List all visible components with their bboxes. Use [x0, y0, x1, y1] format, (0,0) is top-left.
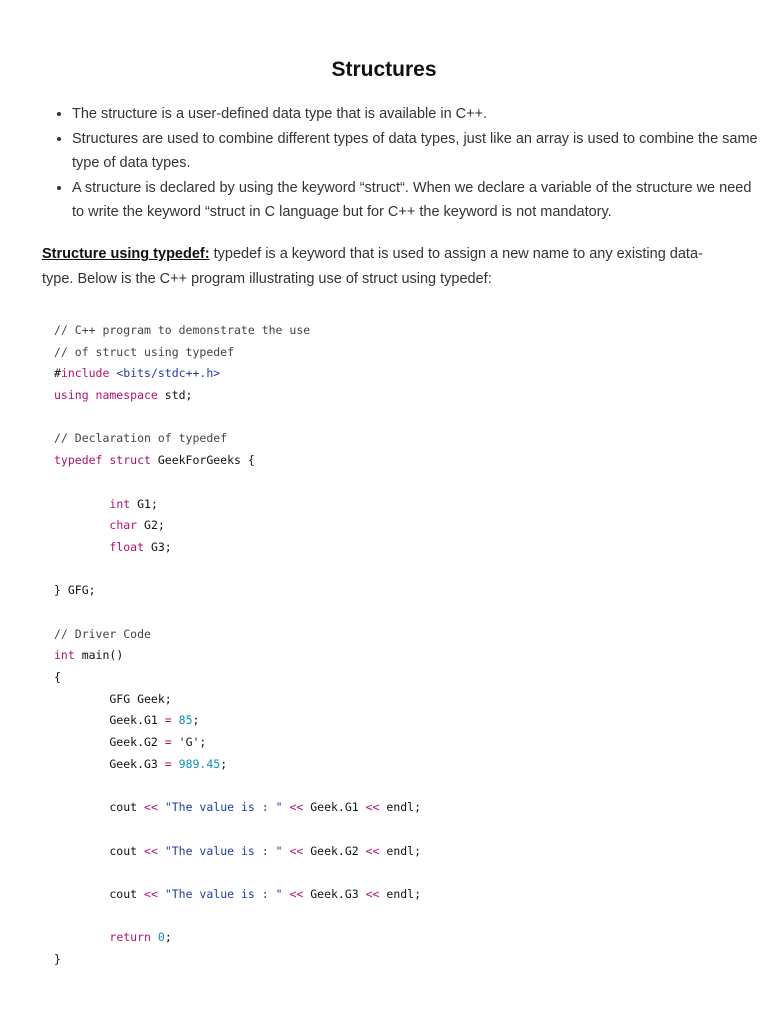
code-line [54, 667, 734, 689]
code-token [54, 518, 109, 532]
code-token: // Driver Code [54, 626, 151, 641]
code-token: << [289, 800, 304, 815]
code-line [54, 949, 734, 971]
code-line [54, 841, 734, 863]
code-token: 85 [178, 713, 193, 728]
code-token: GeekForGeeks { [150, 453, 255, 468]
code-token: ; [220, 756, 228, 771]
code-line [54, 624, 734, 646]
code-token: Geek.G1 [54, 713, 165, 728]
code-token: << [365, 886, 380, 901]
code-line [54, 428, 734, 450]
intro-lead: Structure using typedef: [42, 246, 210, 262]
code-token: = [164, 713, 172, 728]
code-token: << [289, 843, 304, 858]
code-token: { [54, 670, 61, 684]
code-token [172, 757, 179, 771]
page-title: Structures [331, 58, 437, 81]
code-line [54, 450, 734, 472]
code-line [54, 710, 734, 732]
code-token: << [365, 800, 380, 815]
code-line [54, 320, 734, 342]
code-line [54, 342, 734, 364]
code-token: Geek.G2 [303, 843, 366, 858]
code-token: // C++ program to demonstrate the use [54, 323, 311, 337]
code-token [54, 930, 109, 944]
code-token: 0 [157, 930, 165, 945]
code-token: int [109, 496, 131, 511]
code-token: ; [164, 930, 172, 945]
code-token [158, 887, 165, 901]
code-token: typedef struct [54, 453, 151, 468]
code-token: G3; [144, 539, 172, 554]
code-line [54, 819, 734, 841]
code-token [151, 930, 158, 944]
code-token: "The value is : " [164, 843, 283, 858]
code-line [54, 472, 734, 494]
code-token: endl; [379, 843, 422, 858]
bullet-item: • A structure is declared by using the keyword “struct“. When we declare a variable of the structure we need to write the keyword “struct in C language but for C++ the keyword is not mandatory. [72, 176, 762, 225]
intro-text: typedef is a keyword that is used to assign a new name to any existing data-type. Below is the C++ program illustrating use of struct using typedef: [42, 246, 703, 287]
code-token: endl; [379, 886, 422, 901]
code-token: "The value is : " [164, 886, 283, 901]
code-token [172, 713, 179, 727]
code-line [54, 862, 734, 884]
code-token: 989.45 [178, 756, 221, 771]
code-token: return [109, 930, 151, 945]
code-token: # [54, 366, 61, 381]
code-token: cout [54, 800, 145, 815]
code-line [54, 927, 734, 949]
code-token: Geek.G3 [303, 886, 366, 901]
code-token: <bits/stdc++.h> [109, 366, 221, 381]
code-token: } GFG; [54, 583, 96, 598]
code-token: char [109, 518, 138, 533]
code-token: GFG Geek; [54, 691, 172, 706]
code-token: int [54, 648, 75, 663]
code-token: main() [74, 648, 124, 663]
code-line [54, 537, 734, 559]
code-token: << [144, 843, 158, 858]
code-token: << [289, 886, 304, 901]
code-token: = [164, 735, 172, 750]
code-token: G2; [137, 518, 165, 533]
bullet-item: • The structure is a user-defined data type that is available in C++. [72, 102, 762, 127]
code-line [54, 689, 734, 711]
code-line [54, 884, 734, 906]
code-block [54, 320, 734, 971]
code-line [54, 602, 734, 624]
code-token: using namespace [54, 388, 158, 403]
code-token: Geek.G1 [303, 800, 366, 815]
code-line [54, 494, 734, 516]
code-token [158, 844, 165, 858]
code-line [54, 775, 734, 797]
code-token: << [144, 886, 158, 901]
code-token [54, 540, 109, 554]
code-token [54, 497, 109, 511]
code-token: = [164, 756, 172, 771]
code-token: Geek.G2 [54, 735, 165, 750]
code-token: float [109, 539, 145, 554]
code-token: G1; [130, 496, 158, 511]
code-line [54, 645, 734, 667]
code-token [158, 800, 165, 814]
intro-paragraph [42, 242, 732, 291]
code-line [54, 797, 734, 819]
code-token: cout [54, 886, 145, 901]
bullet-item: • Structures are used to combine different types of data types, just like an array is used to combine the same type of data types. [72, 127, 762, 176]
code-token: } [54, 951, 61, 966]
code-line [54, 906, 734, 928]
code-line [54, 580, 734, 602]
code-line [54, 559, 734, 581]
code-token: std; [157, 388, 193, 403]
code-token: 'G'; [171, 735, 207, 750]
code-token: // of struct using typedef [54, 344, 235, 359]
code-token: << [144, 800, 158, 815]
code-line [54, 363, 734, 385]
bullet-list [42, 102, 762, 225]
code-token: "The value is : " [164, 800, 283, 815]
code-token: ; [192, 713, 200, 728]
code-token: include [60, 366, 110, 381]
code-line [54, 732, 734, 754]
code-token: endl; [379, 800, 422, 815]
code-line [54, 385, 734, 407]
code-line [54, 754, 734, 776]
code-line [54, 515, 734, 537]
code-token: // Declaration of typedef [54, 431, 228, 446]
code-token: cout [54, 843, 145, 858]
code-line [54, 407, 734, 429]
code-token: Geek.G3 [54, 756, 165, 771]
code-token: << [365, 843, 380, 858]
